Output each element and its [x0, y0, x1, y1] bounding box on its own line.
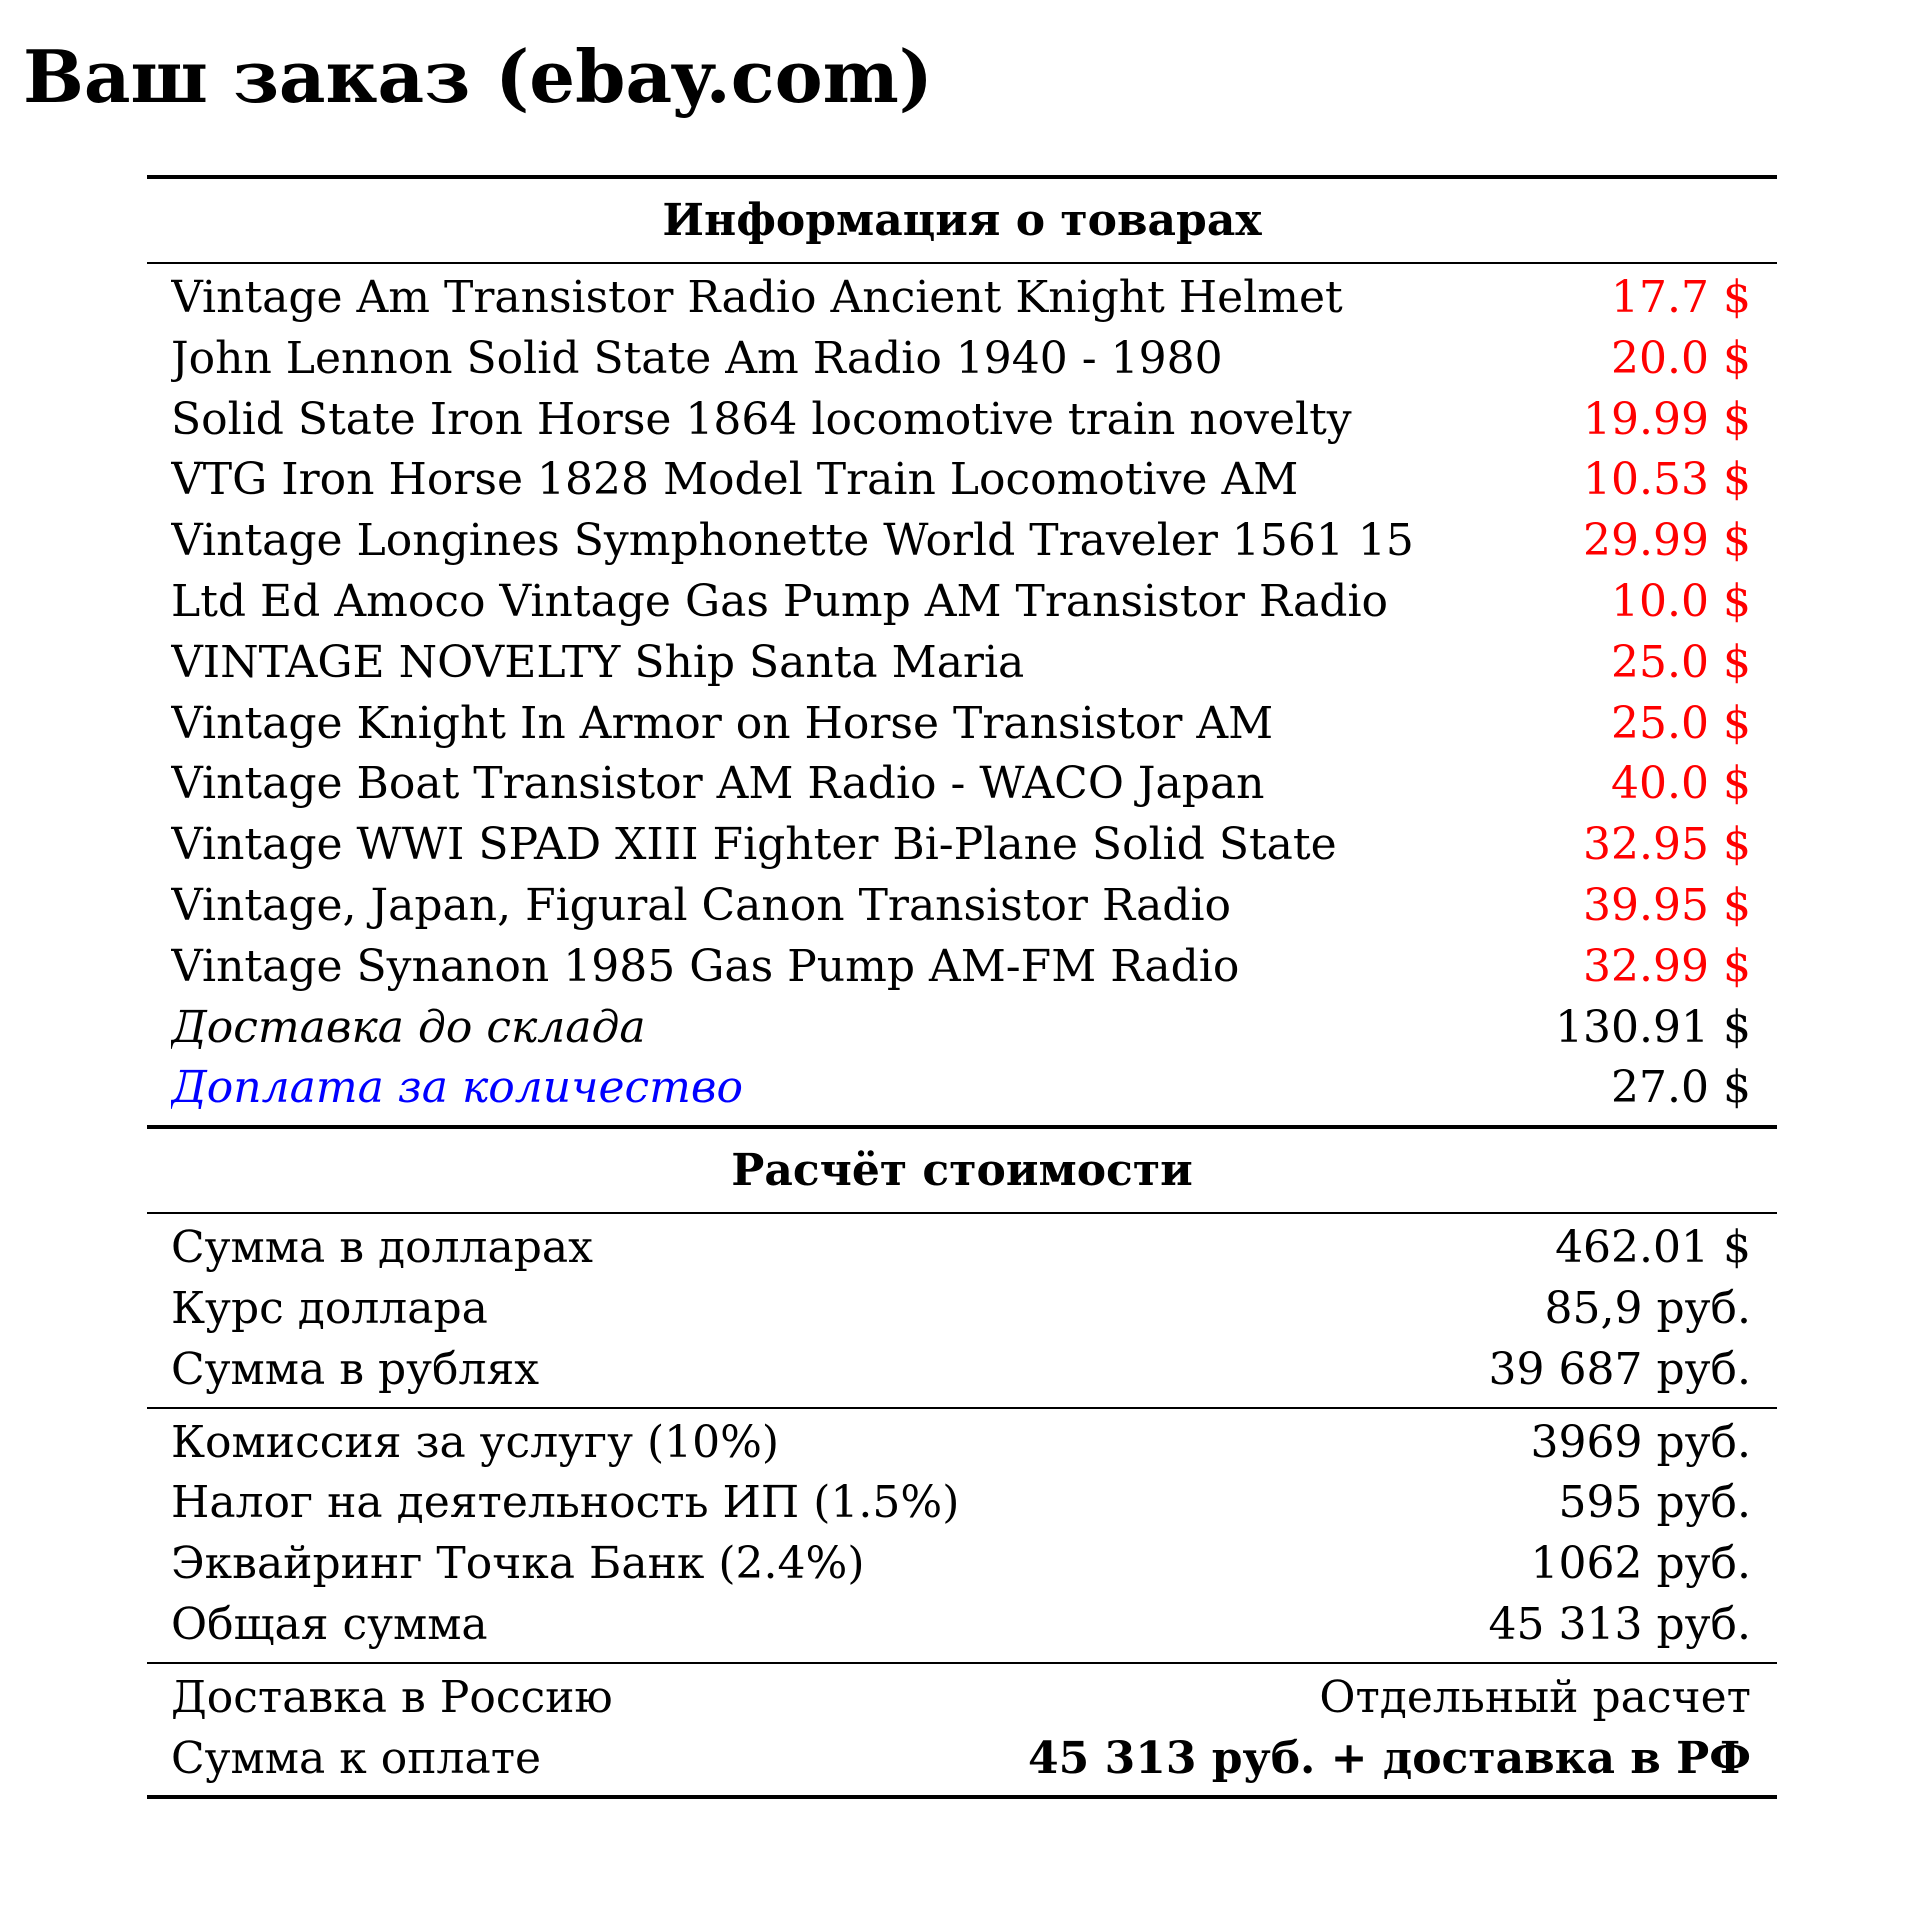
- order-table: [147, 175, 1777, 1799]
- quantity-surcharge-row: [147, 1058, 1777, 1119]
- item-name: Ltd Ed Amoco Vintage Gas Pump AM Transistor Radio: [171, 575, 1389, 627]
- item-row: [147, 694, 1777, 755]
- amount-due-value: 45 313 руб. + доставка в РФ: [1028, 1732, 1751, 1784]
- page-title: Ваш заказ (ebay.com): [23, 34, 933, 119]
- item-price: 40.0 $: [1611, 758, 1751, 810]
- payment-list: [147, 1664, 1777, 1796]
- sum-rub-label: Сумма в рублях: [171, 1343, 540, 1395]
- item-price: 10.53 $: [1583, 454, 1751, 506]
- item-row: [147, 450, 1777, 511]
- item-row: [147, 754, 1777, 815]
- item-price: 32.99 $: [1583, 940, 1751, 992]
- item-row: [147, 876, 1777, 937]
- quantity-surcharge-value: 27.0 $: [1611, 1062, 1751, 1114]
- item-name: Solid State Iron Horse 1864 locomotive train novelty: [171, 393, 1352, 445]
- service-fee-label: Комиссия за услугу (10%): [171, 1416, 780, 1468]
- tax-value: 595 руб.: [1558, 1477, 1751, 1529]
- fees-list: [147, 1409, 1777, 1662]
- item-name: Vintage, Japan, Figural Canon Transistor Radio: [171, 879, 1232, 931]
- item-price: 20.0 $: [1611, 332, 1751, 384]
- warehouse-delivery-row: [147, 998, 1777, 1059]
- item-price: 39.95 $: [1583, 879, 1751, 931]
- item-price: 17.7 $: [1611, 272, 1751, 323]
- item-row: [147, 572, 1777, 633]
- items-section-heading: Информация о товарах: [662, 195, 1262, 246]
- warehouse-delivery-value: 130.91 $: [1555, 1001, 1751, 1053]
- item-price: 19.99 $: [1583, 393, 1751, 445]
- sum-usd-row: [147, 1218, 1777, 1279]
- item-row: [147, 633, 1777, 694]
- item-row: [147, 511, 1777, 572]
- item-row: [147, 268, 1777, 329]
- item-name: Vintage WWI SPAD XIII Fighter Bi-Plane Solid State: [171, 819, 1337, 871]
- usd-rate-value: 85,9 руб.: [1544, 1282, 1751, 1334]
- item-name: John Lennon Solid State Am Radio 1940 - 1980: [171, 332, 1223, 384]
- items-list: [147, 264, 1777, 1125]
- item-row: [147, 815, 1777, 876]
- quantity-surcharge-link[interactable]: Доплата за количество: [171, 1062, 743, 1114]
- russia-delivery-value: Отдельный расчет: [1319, 1671, 1751, 1723]
- total-label: Общая сумма: [171, 1598, 488, 1650]
- tax-row: [147, 1473, 1777, 1534]
- amount-due-row: [147, 1729, 1777, 1790]
- item-name: VINTAGE NOVELTY Ship Santa Maria: [171, 636, 1025, 688]
- item-name: Vintage Knight In Armor on Horse Transistor AM: [171, 697, 1274, 749]
- item-price: 25.0 $: [1611, 636, 1751, 688]
- usd-rate-label: Курс доллара: [171, 1282, 488, 1334]
- tax-label: Налог на деятельность ИП (1.5%): [171, 1477, 960, 1529]
- item-row: [147, 937, 1777, 998]
- item-row: [147, 390, 1777, 451]
- item-price: 29.99 $: [1583, 515, 1751, 567]
- item-price: 32.95 $: [1583, 819, 1751, 871]
- russia-delivery-row: [147, 1668, 1777, 1729]
- item-name: VTG Iron Horse 1828 Model Train Locomotive AM: [171, 454, 1299, 506]
- service-fee-value: 3969 руб.: [1530, 1416, 1751, 1468]
- item-name: Vintage Longines Symphonette World Traveler 1561 15: [171, 515, 1414, 567]
- item-price: 25.0 $: [1611, 697, 1751, 749]
- acquiring-value: 1062 руб.: [1530, 1538, 1751, 1590]
- conversion-list: [147, 1214, 1777, 1406]
- item-price: 10.0 $: [1611, 575, 1751, 627]
- total-value: 45 313 руб.: [1488, 1598, 1751, 1650]
- sum-usd-label: Сумма в долларах: [171, 1222, 593, 1274]
- table-bottom-rule: [147, 1795, 1777, 1799]
- item-row: [147, 329, 1777, 390]
- russia-delivery-label: Доставка в Россию: [171, 1671, 613, 1723]
- item-name: Vintage Am Transistor Radio Ancient Knight Helmet: [171, 272, 1343, 323]
- acquiring-label: Эквайринг Точка Банк (2.4%): [171, 1538, 865, 1590]
- item-name: Vintage Synanon 1985 Gas Pump AM-FM Radio: [171, 940, 1240, 992]
- service-fee-row: [147, 1413, 1777, 1474]
- amount-due-label: Сумма к оплате: [171, 1732, 542, 1784]
- usd-rate-row: [147, 1279, 1777, 1340]
- cost-section-heading: Расчёт стоимости: [731, 1145, 1193, 1197]
- acquiring-row: [147, 1534, 1777, 1595]
- warehouse-delivery-label: Доставка до склада: [171, 1001, 646, 1053]
- item-name: Vintage Boat Transistor AM Radio - WACO Japan: [171, 758, 1265, 810]
- sum-usd-value: 462.01 $: [1555, 1222, 1751, 1274]
- sum-rub-row: [147, 1340, 1777, 1401]
- sum-rub-value: 39 687 руб.: [1488, 1343, 1751, 1395]
- total-row: [147, 1595, 1777, 1656]
